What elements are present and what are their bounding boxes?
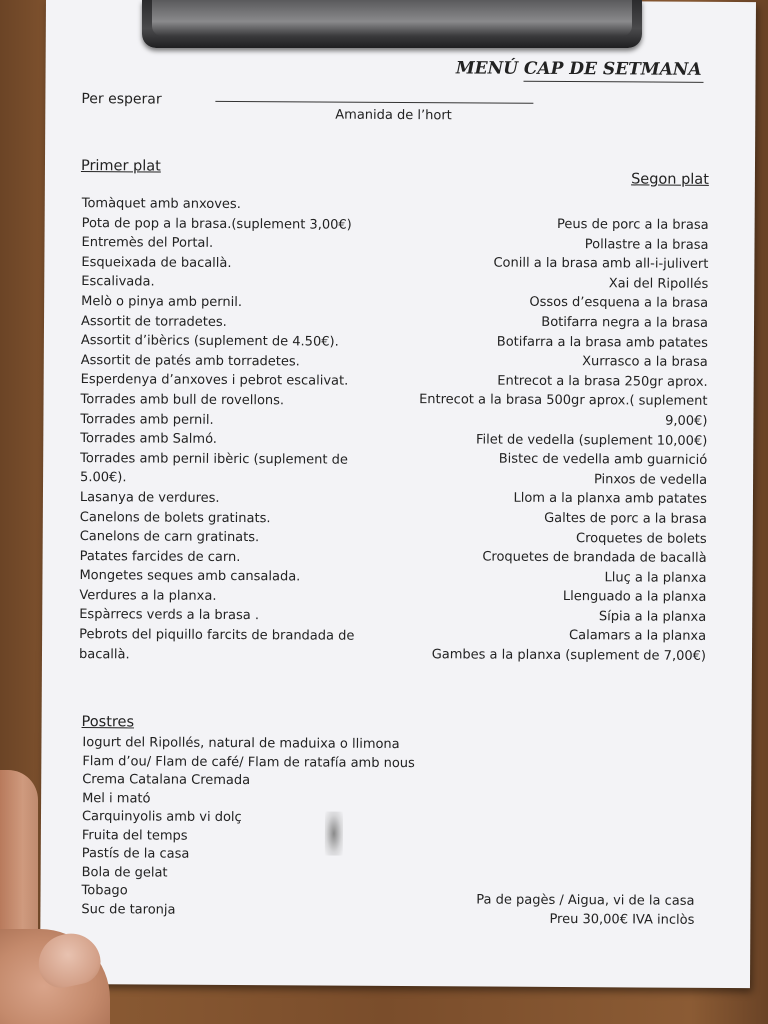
menu-sheet bbox=[40, 0, 756, 988]
dessert-item: Suc de taronja bbox=[81, 901, 176, 918]
second-course-item: Llenguado a la planxa bbox=[562, 589, 707, 606]
second-course-item: Xurrasco a la brasa bbox=[582, 354, 708, 371]
second-course-item: Entrecot a la brasa 250gr aprox. bbox=[497, 373, 708, 390]
first-course-item: Esqueixada de bacallà. bbox=[81, 254, 232, 271]
dessert-item: Mel i mató bbox=[82, 790, 151, 806]
dessert-item: Carquinyolis amb vi dolç bbox=[81, 809, 242, 826]
second-course-item: Xai del Ripollés bbox=[608, 276, 709, 292]
second-course-item: Ossos d’esquena a la brasa bbox=[529, 295, 709, 312]
dessert-item: Flam d’ou/ Flam de café/ Flam de ratafía amb nous bbox=[82, 753, 415, 771]
second-course-item: Botifarra a la brasa amb patates bbox=[496, 334, 708, 351]
second-course-item: Bistec de vedella amb guarnició bbox=[498, 451, 708, 469]
desserts-heading: Postres bbox=[81, 714, 135, 731]
waiting-underline bbox=[215, 101, 533, 104]
second-course-item: Pinxos de vedella bbox=[593, 471, 708, 488]
second-course-item: Croquetes de bolets bbox=[576, 530, 707, 547]
first-course-item: Torrades amb Salmó. bbox=[80, 431, 217, 448]
second-course-item: Botifarra negra a la brasa bbox=[541, 314, 709, 331]
second-course-item: Calamars a la planxa bbox=[569, 628, 707, 645]
second-course-item: Croquetes de brandada de bacallà bbox=[482, 549, 707, 566]
second-course-item: Filet de vedella (suplement 10,00€) bbox=[476, 431, 708, 449]
second-course-item: Lluç a la planxa bbox=[604, 569, 707, 586]
stain-mark bbox=[325, 812, 343, 856]
menu-title: MENÚ CAP DE SETMANA bbox=[455, 58, 702, 80]
second-course-item: Peus de porc a la brasa bbox=[557, 216, 709, 233]
first-course-item: Tomàquet amb anxoves. bbox=[81, 196, 241, 213]
first-course-item: Patates farcides de carn. bbox=[79, 548, 241, 565]
first-course-item: bacallà. bbox=[78, 646, 130, 663]
second-course-list bbox=[417, 214, 708, 666]
waiting-item: Amanida de l’hort bbox=[335, 107, 452, 124]
clip-plate bbox=[152, 0, 632, 36]
first-course-item: Verdures a la planxa. bbox=[79, 587, 217, 604]
first-course-item: Lasanya de verdures. bbox=[79, 489, 220, 506]
second-course-item: Gambes a la planxa (suplement de 7,00€) bbox=[431, 647, 707, 664]
first-course-heading: Primer plat bbox=[80, 158, 161, 175]
first-course-item: Canelons de carn gratinats. bbox=[79, 529, 260, 546]
first-course-item: Pota de pop a la brasa.(suplement 3,00€) bbox=[81, 215, 352, 233]
second-course-item: Pollastre a la brasa bbox=[584, 236, 709, 253]
first-course-item: Escalivada. bbox=[81, 274, 155, 290]
waiting-label: Per esperar bbox=[81, 91, 162, 108]
second-course-item: Conill a la brasa amb all-i-julivert bbox=[493, 255, 709, 273]
dessert-item: Crema Catalana Cremada bbox=[82, 772, 251, 789]
first-course-item: Mongetes seques amb cansalada. bbox=[79, 568, 301, 585]
second-course-item: Entrecot a la brasa 500gr aprox.( suplement bbox=[419, 392, 708, 410]
first-course-item: Melò o pinya amb pernil. bbox=[81, 294, 243, 311]
second-course-heading: Segon plat bbox=[631, 171, 709, 188]
second-course-item: Sípia a la planxa bbox=[598, 609, 707, 625]
first-course-item: 5.00€). bbox=[80, 470, 127, 486]
price-note: Preu 30,00€ IVA inclòs bbox=[549, 911, 695, 928]
first-course-item: Entremès del Portal. bbox=[81, 235, 214, 252]
first-course-item: Torrades amb bull de rovellons. bbox=[80, 391, 285, 409]
first-course-item: Assortit de torradetes. bbox=[80, 313, 227, 330]
first-course-item: Esperdenya d’anxoves i pebrot escalivat. bbox=[80, 372, 349, 390]
dessert-item: Bola de gelat bbox=[81, 864, 168, 881]
first-course-item: Torrades amb pernil. bbox=[80, 411, 214, 428]
desserts-list bbox=[81, 734, 415, 921]
dessert-item: Iogurt del Ripollés, natural de maduixa o llimona bbox=[82, 735, 400, 753]
first-course-item: Assortit d’ibèrics (suplement de 4.50€). bbox=[80, 333, 339, 350]
dessert-item: Fruita del temps bbox=[81, 827, 188, 844]
dessert-item: Tobago bbox=[81, 883, 128, 899]
drinks-note: Pa de pagès / Aigua, vi de la casa bbox=[476, 892, 695, 909]
second-course-item: Galtes de porc a la brasa bbox=[544, 510, 707, 527]
title-underline bbox=[524, 81, 704, 83]
first-course-item: Espàrrecs verds a la brasa . bbox=[79, 607, 260, 624]
second-course-item: 9,00€) bbox=[665, 413, 708, 429]
dessert-item: Pastís de la casa bbox=[81, 846, 190, 862]
first-course-item: Canelons de bolets gratinats. bbox=[79, 509, 271, 526]
second-course-item: Llom a la planxa amb patates bbox=[513, 491, 707, 508]
first-course-list bbox=[79, 194, 357, 666]
first-course-item: Pebrots del piquillo farcits de brandada de bbox=[79, 627, 355, 644]
first-course-item: Torrades amb pernil ibèric (suplement de bbox=[80, 450, 348, 468]
first-course-item: Assortit de patés amb torradetes. bbox=[80, 352, 300, 370]
